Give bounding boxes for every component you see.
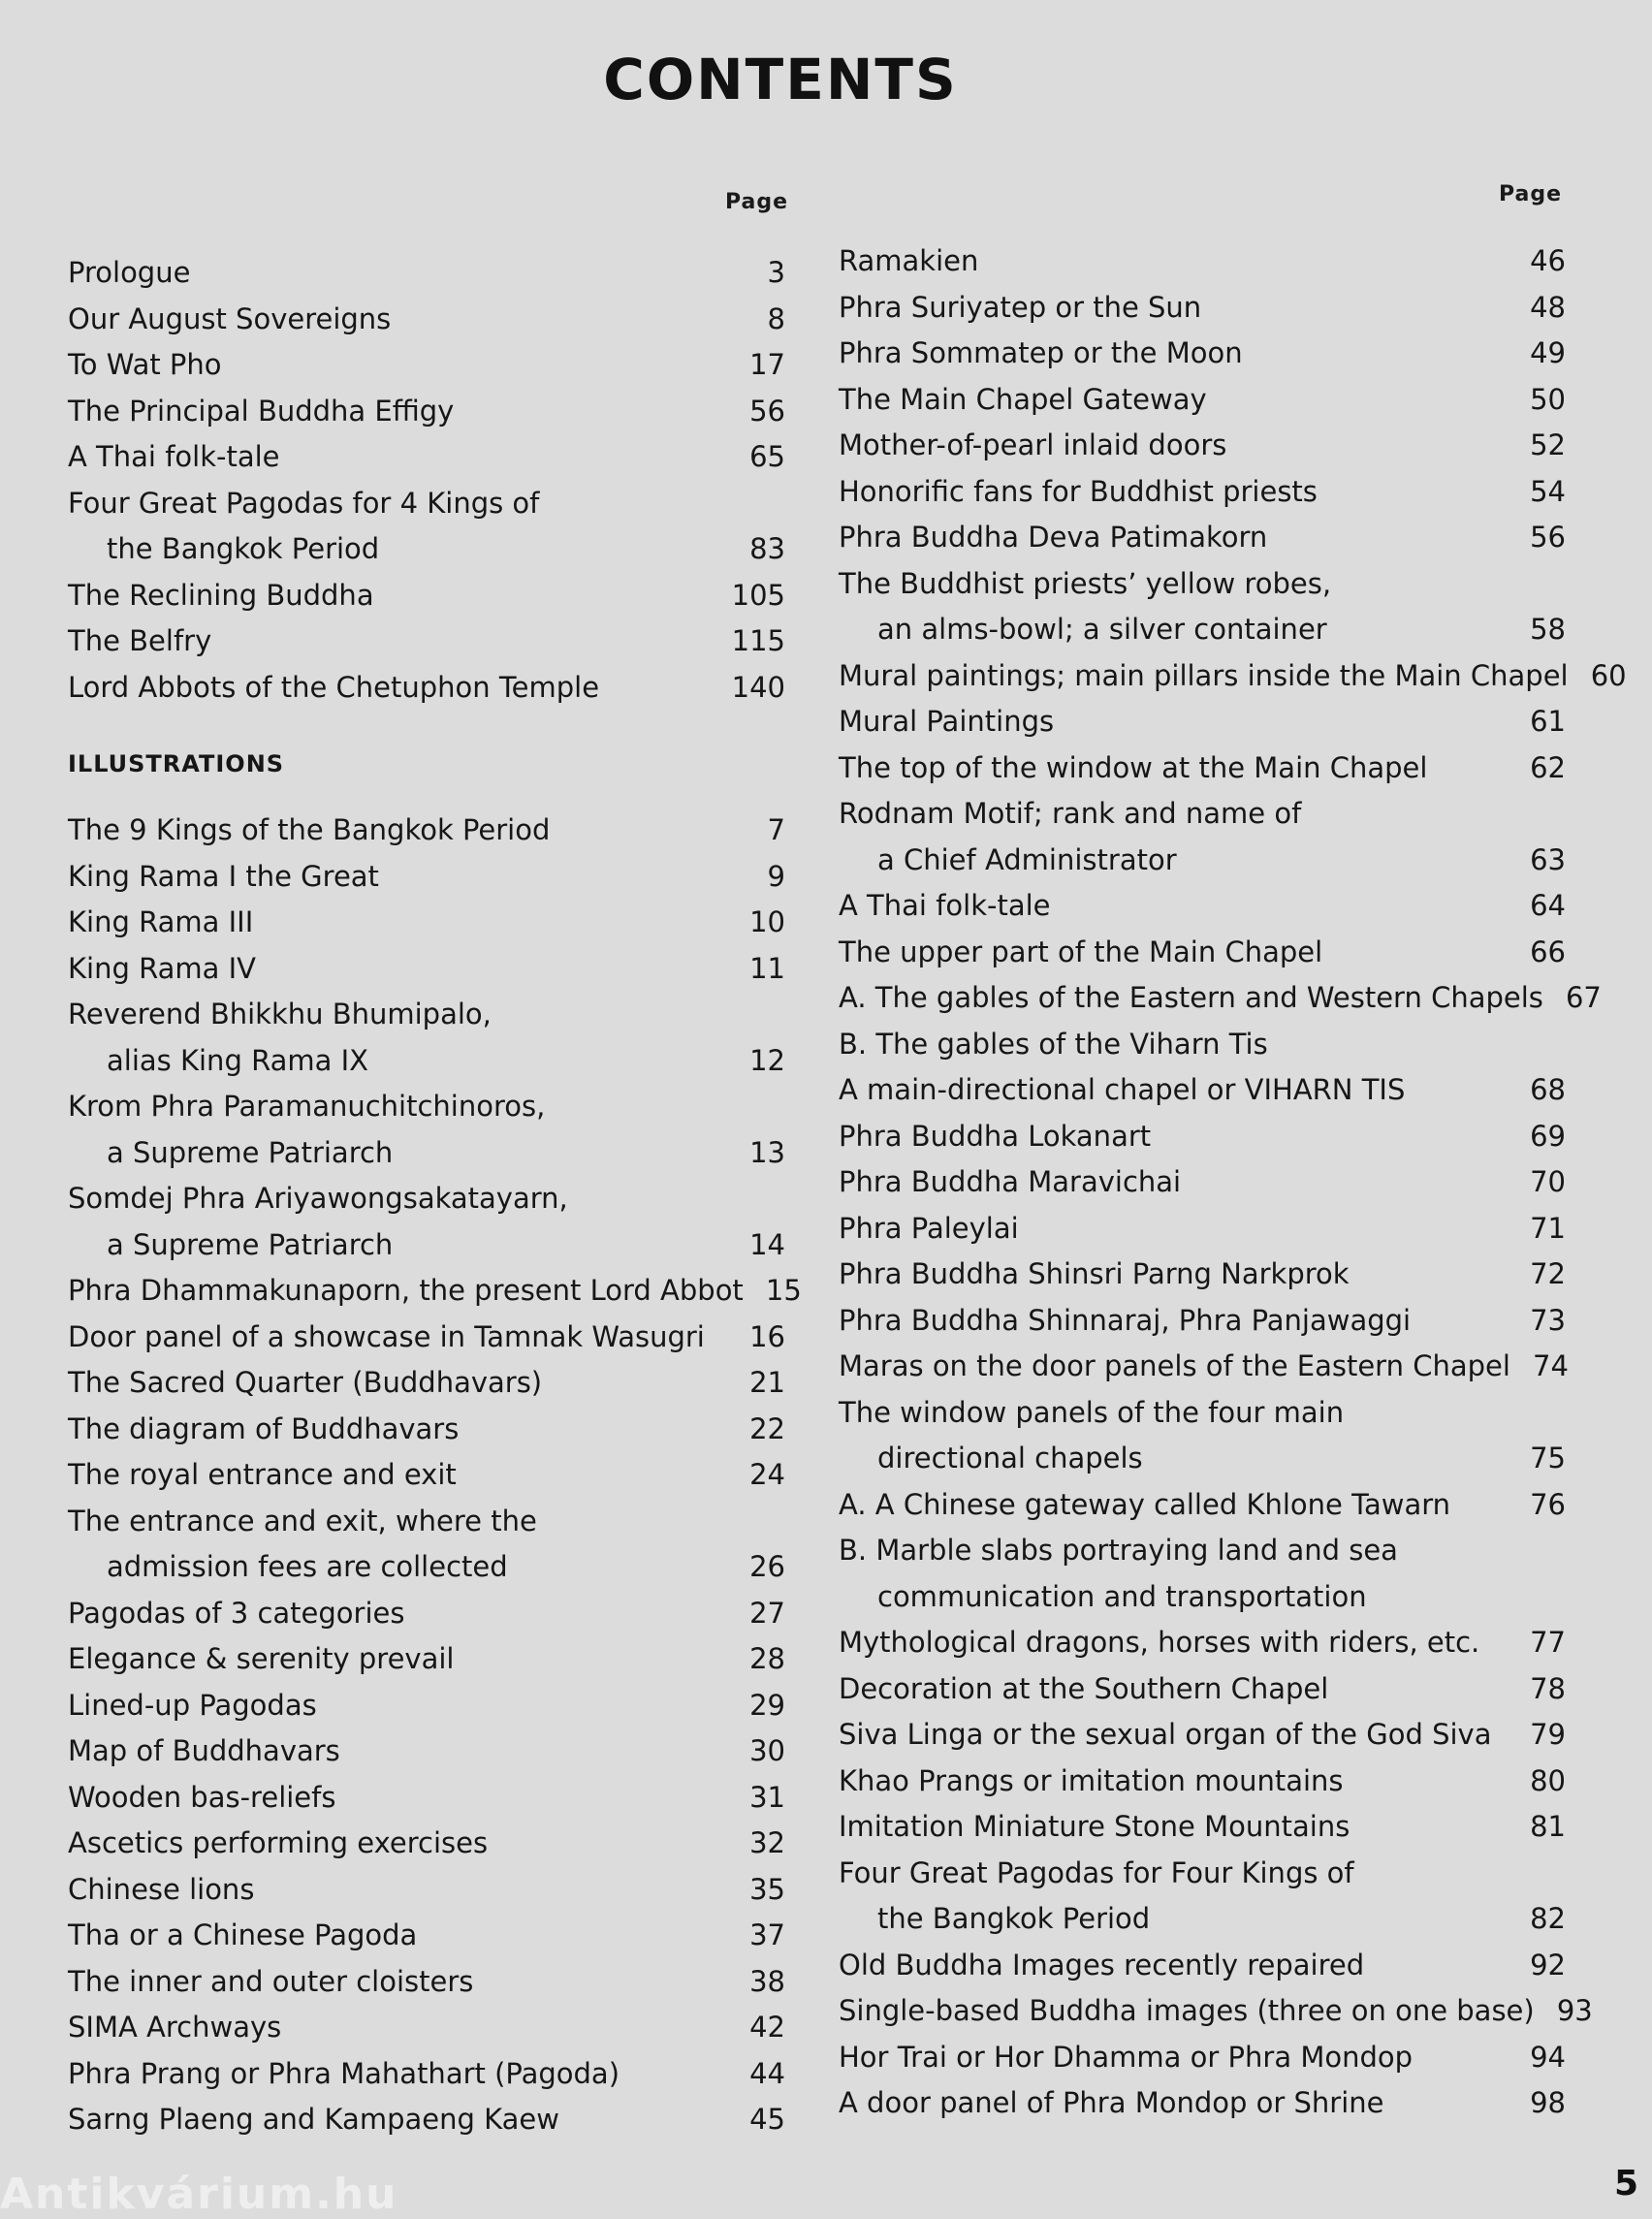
- toc-entry: [839, 1620, 1566, 1666]
- toc-entry: [839, 1988, 1593, 2035]
- toc-entry: [68, 808, 785, 854]
- toc-entry-title: B. Marble slabs portraying land and sea: [839, 1534, 1398, 1567]
- toc-entry: [839, 1712, 1566, 1759]
- toc-entry: [839, 1067, 1566, 1114]
- toc-entry: [68, 1360, 785, 1407]
- toc-entry-title: Mythological dragons, horses with riders, etc.: [839, 1626, 1480, 1659]
- toc-entry: [839, 1759, 1566, 1805]
- toc-entry-page: 72: [1530, 1257, 1566, 1290]
- toc-entry-title: Somdej Phra Ariyawongsakatayarn,: [68, 1182, 568, 1215]
- toc-entry-page: 42: [749, 2011, 785, 2044]
- toc-entry: [68, 1544, 785, 1591]
- toc-entry-page: 140: [731, 670, 785, 704]
- toc-entry-title: The Principal Buddha Effigy: [68, 394, 455, 428]
- toc-entry: [839, 1159, 1566, 1206]
- toc-entry-title: Single-based Buddha images (three on one base): [839, 1994, 1535, 2027]
- page-title: CONTENTS: [603, 47, 958, 112]
- toc-entry-page: 13: [749, 1135, 785, 1169]
- toc-entry: [839, 1390, 1566, 1437]
- toc-entry: [839, 331, 1566, 377]
- toc-entry-page: 56: [749, 394, 785, 428]
- toc-entry: [839, 2080, 1566, 2127]
- toc-entry-title: King Rama IV: [68, 951, 256, 985]
- toc-entry: [68, 1084, 785, 1130]
- toc-entry-title: Phra Prang or Phra Mahathart (Pagoda): [68, 2056, 620, 2090]
- toc-entry: [839, 930, 1566, 976]
- toc-entry-title: Ramakien: [839, 244, 979, 277]
- toc-entry-title: King Rama I the Great: [68, 859, 379, 893]
- toc-entry: [839, 653, 1627, 700]
- toc-entry-title: the Bangkok Period: [107, 532, 380, 565]
- toc-entry: [839, 2035, 1566, 2081]
- toc-entry-title: Sarng Plaeng and Kampaeng Kaew: [68, 2103, 559, 2136]
- toc-entry-page: 35: [749, 1872, 785, 1906]
- toc-entry-title: SIMA Archways: [68, 2011, 282, 2044]
- toc-entry-page: 79: [1530, 1718, 1566, 1751]
- toc-entry-page: 65: [749, 440, 785, 473]
- toc-entry-title: an alms-bowl; a silver container: [877, 613, 1327, 646]
- toc-entry: [68, 1452, 785, 1499]
- toc-entry-page: 37: [749, 1918, 785, 1951]
- toc-entry-page: 76: [1530, 1487, 1566, 1521]
- toc-entry-page: 3: [767, 256, 785, 289]
- toc-entry-page: 56: [1530, 521, 1566, 554]
- toc-entry-page: 70: [1530, 1165, 1566, 1198]
- toc-entry: [68, 1959, 785, 2006]
- toc-entry-page: 81: [1530, 1810, 1566, 1843]
- toc-entry-title: Ascetics performing exercises: [68, 1826, 489, 1859]
- toc-entry-title: directional chapels: [877, 1442, 1143, 1474]
- page-number: 5: [1613, 2164, 1638, 2203]
- toc-entry-title: The Buddhist priests’ yellow robes,: [839, 566, 1332, 600]
- toc-entry-page: 8: [767, 301, 785, 335]
- toc-entry: [839, 469, 1566, 516]
- toc-entry-title: Mother-of-pearl inlaid doors: [839, 428, 1227, 461]
- toc-entry: [68, 250, 785, 297]
- toc-entry-title: Chinese lions: [68, 1872, 255, 1906]
- toc-entry-page: 67: [1565, 981, 1602, 1014]
- toc-entry-page: 77: [1530, 1626, 1566, 1659]
- toc-entry: [68, 1591, 785, 1637]
- toc-entry-title: Phra Suriyatep or the Sun: [839, 290, 1202, 324]
- toc-entry-title: the Bangkok Period: [877, 1902, 1151, 1935]
- toc-entry: [68, 1499, 785, 1545]
- toc-entry-page: 92: [1530, 1948, 1566, 1981]
- toc-entry-title: The upper part of the Main Chapel: [839, 935, 1323, 968]
- toc-entry-title: Pagodas of 3 categories: [68, 1596, 405, 1630]
- toc-entry-page: 115: [731, 624, 785, 657]
- toc-entry-title: Tha or a Chinese Pagoda: [68, 1918, 418, 1951]
- toc-entry-title: Rodnam Motif; rank and name of: [839, 797, 1302, 830]
- toc-entry: [839, 883, 1566, 930]
- toc-entry-page: 38: [749, 1964, 785, 1998]
- toc-entry-page: 46: [1530, 244, 1566, 277]
- toc-entry-title: A. The gables of the Eastern and Western Chapels: [839, 981, 1543, 1014]
- toc-entry: [68, 1038, 785, 1085]
- toc-entry-page: 24: [749, 1458, 785, 1491]
- toc-entry: [839, 423, 1566, 469]
- toc-entry-page: 48: [1530, 290, 1566, 324]
- toc-entry: [839, 791, 1566, 838]
- toc-entry-page: 28: [749, 1642, 785, 1675]
- toc-entry: [68, 1728, 785, 1775]
- toc-entry-page: 66: [1530, 935, 1566, 968]
- toc-entry: [839, 377, 1566, 424]
- toc-entry: [68, 389, 785, 435]
- toc-entry-page: 69: [1530, 1119, 1566, 1153]
- toc-entry-page: 27: [749, 1596, 785, 1630]
- toc-entry: [68, 573, 785, 619]
- toc-entry-title: Phra Buddha Deva Patimakorn: [839, 521, 1268, 554]
- toc-entry-title: King Rama III: [68, 905, 254, 938]
- toc-entry: [68, 1821, 785, 1867]
- toc-entry-title: The Reclining Buddha: [68, 578, 374, 612]
- toc-entry-title: A. A Chinese gateway called Khlone Tawarn: [839, 1487, 1451, 1521]
- toc-entry-title: communication and transportation: [877, 1579, 1367, 1613]
- toc-entry: [839, 1851, 1566, 1897]
- toc-entry-title: The entrance and exit, where the: [68, 1504, 537, 1537]
- toc-entry-page: 71: [1530, 1211, 1566, 1245]
- left-page-column-header: Page: [725, 190, 789, 214]
- toc-entry: [839, 1114, 1566, 1160]
- toc-entry-page: 58: [1530, 613, 1566, 646]
- toc-entry: [68, 1683, 785, 1729]
- toc-entry-page: 83: [749, 532, 785, 565]
- toc-entry: [839, 1298, 1566, 1345]
- toc-entry-title: alias King Rama IX: [107, 1043, 369, 1077]
- toc-entry-title: Khao Prangs or imitation mountains: [839, 1763, 1344, 1797]
- toc-entry: [839, 975, 1602, 1022]
- toc-entry: [839, 1574, 1566, 1621]
- toc-entry: [839, 1943, 1566, 1989]
- toc-entry-page: 7: [767, 813, 785, 846]
- toc-entry: [839, 1252, 1566, 1298]
- toc-entry-page: 16: [749, 1319, 785, 1353]
- toc-entry-title: Mural paintings; main pillars inside the Main Chapel: [839, 658, 1569, 692]
- toc-entry: [68, 946, 785, 993]
- toc-entry-page: 9: [767, 859, 785, 893]
- toc-entry-title: Lined-up Pagodas: [68, 1688, 317, 1722]
- toc-entry-title: Our August Sovereigns: [68, 301, 392, 335]
- toc-entry: [839, 607, 1566, 653]
- toc-entry-title: A Thai folk-tale: [68, 440, 280, 473]
- illustrations-heading: ILLUSTRATIONS: [68, 750, 285, 777]
- toc-entry-title: a Chief Administrator: [877, 842, 1177, 876]
- toc-entry-page: 12: [749, 1043, 785, 1077]
- left-column: [68, 250, 802, 2143]
- toc-entry-page: 93: [1556, 1994, 1593, 2027]
- toc-entry: [839, 1436, 1566, 1482]
- toc-entry-title: a Supreme Patriarch: [107, 1227, 394, 1261]
- toc-entry-page: 64: [1530, 889, 1566, 922]
- toc-entry-page: 98: [1530, 2086, 1566, 2119]
- toc-entry-title: The Sacred Quarter (Buddhavars): [68, 1366, 543, 1399]
- toc-entry-page: 21: [749, 1366, 785, 1399]
- toc-entry-page: 17: [749, 348, 785, 381]
- toc-entry-title: B. The gables of the Viharn Tis: [839, 1027, 1268, 1061]
- toc-entry-title: Phra Buddha Shinsri Parng Narkprok: [839, 1257, 1350, 1290]
- toc-entry: [839, 1804, 1566, 1851]
- toc-entry: [839, 699, 1566, 745]
- contents-list: [68, 250, 785, 711]
- toc-entry-page: 94: [1530, 2040, 1566, 2074]
- toc-entry-title: admission fees are collected: [107, 1550, 508, 1583]
- toc-entry-title: Phra Buddha Lokanart: [839, 1119, 1152, 1153]
- toc-entry: [68, 1775, 785, 1822]
- toc-entry-page: 52: [1530, 428, 1566, 461]
- toc-entry: [68, 2005, 785, 2051]
- toc-entry-title: Phra Buddha Maravichai: [839, 1165, 1182, 1198]
- illustrations-list-continued: [839, 238, 1627, 2127]
- toc-entry: [839, 515, 1566, 561]
- toc-entry-title: Wooden bas-reliefs: [68, 1780, 336, 1814]
- toc-entry-title: Maras on the door panels of the Eastern Chapel: [839, 1349, 1510, 1382]
- toc-entry-title: The Main Chapel Gateway: [839, 382, 1207, 416]
- toc-entry-page: 60: [1590, 658, 1627, 692]
- toc-entry-title: Siva Linga or the sexual organ of the God Siva: [839, 1718, 1492, 1751]
- toc-entry-page: 54: [1530, 474, 1566, 508]
- toc-entry: [68, 1176, 785, 1222]
- toc-entry-page: 26: [749, 1550, 785, 1583]
- toc-entry-page: 30: [749, 1734, 785, 1767]
- toc-entry-title: To Wat Pho: [68, 348, 222, 381]
- toc-entry-title: The royal entrance and exit: [68, 1458, 457, 1491]
- toc-entry-page: 32: [749, 1826, 785, 1859]
- toc-entry-page: 75: [1530, 1442, 1566, 1474]
- toc-entry-title: Elegance & serenity prevail: [68, 1642, 455, 1675]
- toc-entry-page: 31: [749, 1780, 785, 1814]
- toc-entry-page: 45: [749, 2103, 785, 2136]
- toc-entry: [68, 297, 785, 343]
- toc-entry-page: 10: [749, 905, 785, 938]
- toc-entry: [68, 2097, 785, 2143]
- toc-entry: [839, 1528, 1566, 1574]
- toc-entry-title: Reverend Bhikkhu Bhumipalo,: [68, 998, 492, 1030]
- toc-entry: [68, 342, 785, 389]
- toc-entry: [68, 1130, 785, 1177]
- toc-entry: [68, 1315, 785, 1361]
- toc-entry-page: 22: [749, 1411, 785, 1445]
- toc-entry-title: Phra Sommatep or the Moon: [839, 336, 1243, 369]
- toc-entry-page: 73: [1530, 1303, 1566, 1337]
- toc-entry: [839, 1344, 1569, 1390]
- toc-entry-page: 44: [749, 2056, 785, 2090]
- toc-entry: [68, 1913, 785, 1959]
- toc-entry-title: A Thai folk-tale: [839, 889, 1051, 922]
- toc-entry-title: Mural Paintings: [839, 705, 1055, 738]
- toc-entry-title: The top of the window at the Main Chapel: [839, 750, 1428, 784]
- toc-entry-page: 63: [1530, 842, 1566, 876]
- toc-entry: [68, 854, 785, 901]
- toc-entry-page: 49: [1530, 336, 1566, 369]
- toc-entry: [839, 561, 1566, 608]
- toc-entry-title: Old Buddha Images recently repaired: [839, 1948, 1365, 1981]
- toc-entry-page: 68: [1530, 1073, 1566, 1106]
- toc-entry: [839, 1666, 1566, 1713]
- toc-entry-title: The Belfry: [68, 624, 212, 657]
- toc-entry-title: Krom Phra Paramanuchitchinoros,: [68, 1090, 546, 1123]
- toc-entry: [68, 1867, 785, 1914]
- toc-entry: [68, 992, 785, 1038]
- toc-entry: [68, 1407, 785, 1453]
- toc-entry-title: Honorific fans for Buddhist priests: [839, 474, 1318, 508]
- toc-entry: [839, 745, 1566, 792]
- toc-entry-title: A main-directional chapel or VIHARN TIS: [839, 1073, 1406, 1106]
- toc-entry-title: Phra Dhammakunaporn, the present Lord Abbot: [68, 1274, 744, 1307]
- toc-entry: [68, 2051, 785, 2098]
- toc-entry-title: Lord Abbots of the Chetuphon Temple: [68, 670, 600, 704]
- toc-entry-page: 82: [1530, 1902, 1566, 1935]
- toc-entry: [68, 434, 785, 481]
- toc-entry: [839, 838, 1566, 884]
- toc-entry-title: Map of Buddhavars: [68, 1734, 340, 1767]
- toc-entry-page: 50: [1530, 382, 1566, 416]
- illustrations-list: [68, 808, 802, 2143]
- toc-entry-title: The window panels of the four main: [839, 1395, 1345, 1429]
- toc-entry-page: 105: [731, 578, 785, 612]
- watermark: Antikvárium.hu: [0, 2170, 398, 2219]
- toc-entry-page: 80: [1530, 1763, 1566, 1797]
- toc-entry-title: Decoration at the Southern Chapel: [839, 1671, 1329, 1705]
- right-column: [839, 238, 1627, 2127]
- toc-entry-title: Imitation Miniature Stone Mountains: [839, 1810, 1350, 1843]
- toc-entry-page: 74: [1533, 1349, 1569, 1382]
- toc-entry: [68, 900, 785, 946]
- toc-entry: [68, 618, 785, 665]
- toc-entry-page: 14: [749, 1227, 785, 1261]
- toc-entry-page: 78: [1530, 1671, 1566, 1705]
- toc-entry-title: The 9 Kings of the Bangkok Period: [68, 813, 551, 846]
- toc-entry-title: Prologue: [68, 256, 191, 289]
- toc-entry-title: a Supreme Patriarch: [107, 1135, 394, 1169]
- toc-entry-title: The diagram of Buddhavars: [68, 1411, 460, 1445]
- toc-entry: [839, 285, 1566, 332]
- toc-entry-page: 15: [765, 1274, 802, 1307]
- toc-entry: [839, 1896, 1566, 1943]
- toc-entry-title: Door panel of a showcase in Tamnak Wasugri: [68, 1319, 705, 1353]
- toc-entry-page: 29: [749, 1688, 785, 1722]
- toc-entry: [68, 1268, 802, 1315]
- toc-entry: [68, 1222, 785, 1269]
- toc-entry: [68, 481, 785, 527]
- toc-entry: [839, 1206, 1566, 1252]
- toc-entry-page: 11: [749, 951, 785, 985]
- toc-entry-title: Phra Paleylai: [839, 1211, 1019, 1245]
- toc-entry-title: The inner and outer cloisters: [68, 1964, 474, 1998]
- toc-entry: [68, 665, 785, 712]
- toc-entry: [68, 526, 785, 573]
- toc-entry: [839, 1022, 1566, 1068]
- toc-entry-title: Phra Buddha Shinnaraj, Phra Panjawaggi: [839, 1303, 1412, 1337]
- right-page-column-header: Page: [1499, 182, 1563, 206]
- toc-entry: [839, 1482, 1566, 1529]
- toc-entry-title: A door panel of Phra Mondop or Shrine: [839, 2086, 1384, 2119]
- toc-entry-title: Four Great Pagodas for Four Kings of: [839, 1855, 1354, 1889]
- toc-entry-page: 61: [1530, 705, 1566, 738]
- toc-entry-title: Hor Trai or Hor Dhamma or Phra Mondop: [839, 2040, 1414, 2074]
- toc-entry-page: 62: [1530, 750, 1566, 784]
- toc-entry: [839, 238, 1566, 285]
- toc-entry-title: Four Great Pagodas for 4 Kings of: [68, 486, 540, 520]
- toc-entry: [68, 1636, 785, 1683]
